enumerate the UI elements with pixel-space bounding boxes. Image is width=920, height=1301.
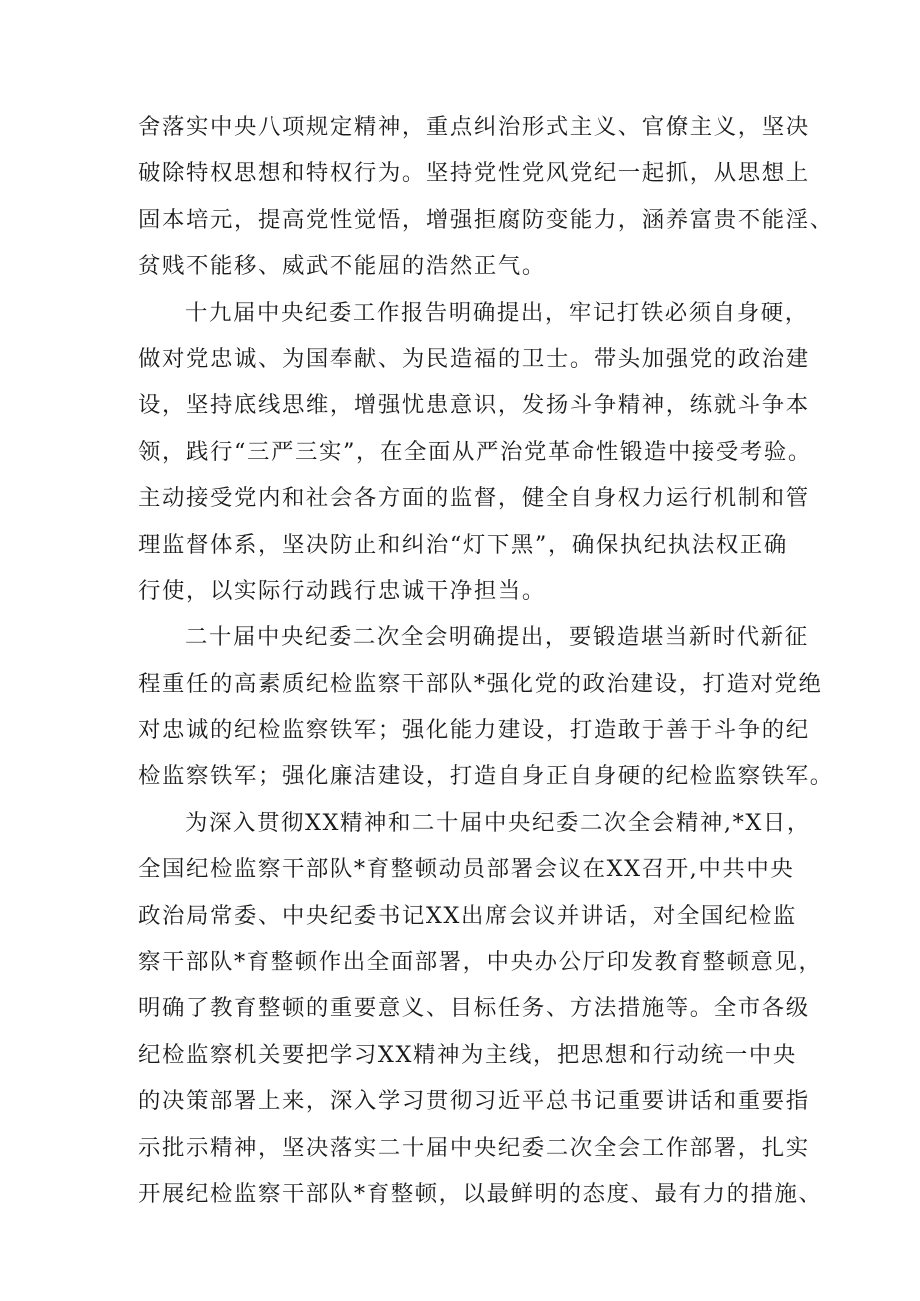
text-line: 程重任的高素质纪检监察干部队*强化党的政治建设，打造对党绝 [138, 670, 823, 697]
text-line: 全国纪检监察干部队*育整顿动员部署会议在XX召开,中共中央 [138, 856, 795, 883]
text-line: 开展纪检监察干部队*育整顿，以最鲜明的态度、最有力的措施、 [138, 1180, 823, 1207]
text-line: 为深入贯彻XX精神和二十届中央纪委二次全会精神,*X日， [185, 809, 811, 836]
text-line: 做对党忠诚、为国奉献、为民造福的卫士。带头加强党的政治建 [138, 345, 810, 372]
text-line: 纪检监察机关要把学习XX精神为主线，把思想和行动统一中央 [138, 1041, 797, 1068]
paragraph-2 [138, 290, 828, 615]
text-line: 领，践行“三严三实”，在全面从严治党革命性锻造中接受考验。 [138, 438, 812, 465]
text-line: 贫贱不能移、威武不能屈的浩然正气。 [138, 253, 546, 280]
text-line: 十九届中央纪委工作报告明确提出，牢记打铁必须自身硬， [185, 299, 809, 326]
text-line: 的决策部署上来，深入学习贯彻习近平总书记重要讲话和重要指 [138, 1088, 810, 1115]
text-line: 二十届中央纪委二次全会明确提出，要锻造堪当新时代新征 [185, 624, 809, 651]
paragraph-4 [138, 800, 828, 1218]
text-line: 固本培元，提高党性觉悟，增强拒腐防变能力，涵养富贵不能淫、 [138, 206, 834, 233]
text-line: 破除特权思想和特权行为。坚持党性党风党纪一起抓，从思想上 [138, 160, 810, 187]
paragraph-1 [138, 104, 834, 290]
text-line: 明确了教育整顿的重要意义、目标任务、方法措施等。全市各级 [138, 995, 810, 1022]
text-line: 主动接受党内和社会各方面的监督，健全自身权力运行机制和管 [138, 485, 810, 512]
text-line: 察干部队*育整顿作出全面部署，中央办公厅印发教育整顿意见， [138, 949, 823, 976]
document-body [138, 104, 834, 1217]
text-line: 示批示精神，坚决落实二十届中央纪委二次全会工作部署，扎实 [138, 1134, 810, 1161]
text-line: 政治局常委、中央纪委书记XX出席会议并讲话，对全国纪检监 [138, 902, 797, 929]
text-line: 检监察铁军；强化廉洁建设，打造自身正自身硬的纪检监察铁军。 [138, 763, 834, 790]
text-line: 舍落实中央八项规定精神，重点纠治形式主义、官僚主义，坚决 [138, 114, 810, 140]
text-line: 行使，以实际行动践行忠诚干净担当。 [138, 577, 546, 604]
text-line: 对忠诚的纪检监察铁军；强化能力建设，打造敢于善于斗争的纪 [138, 717, 810, 744]
text-line: 理监督体系，坚决防止和纠治“灯下黑”，确保执纪执法权正确 [138, 531, 788, 558]
text-line: 设，坚持底线思维，增强忧患意识，发扬斗争精神，练就斗争本 [138, 392, 810, 419]
paragraph-3 [138, 614, 834, 800]
